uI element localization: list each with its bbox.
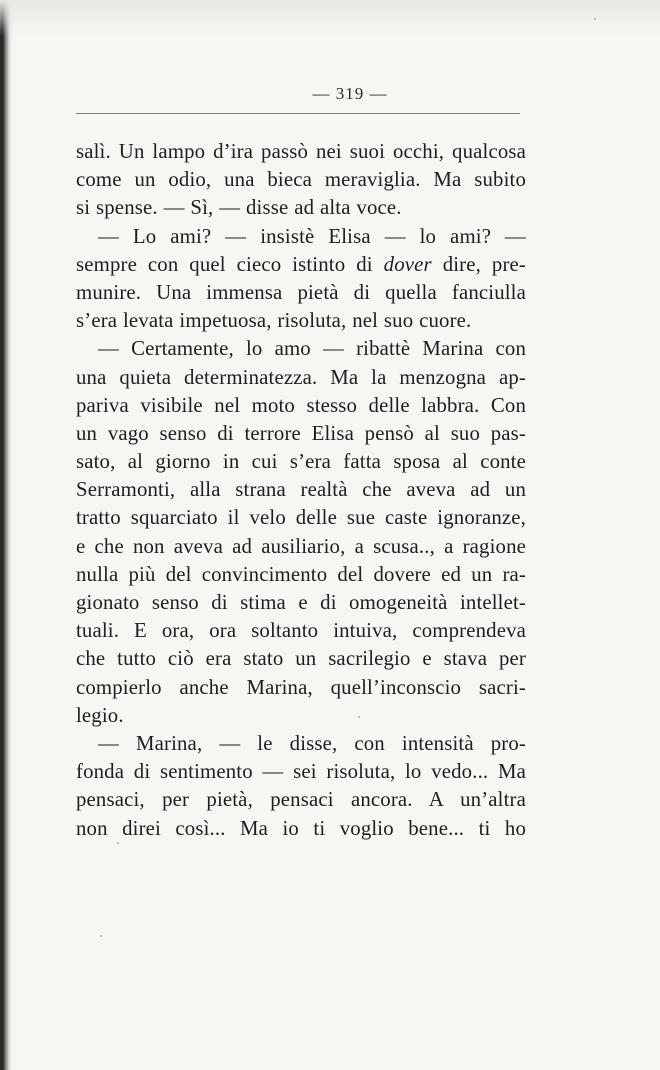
- text-line: una quieta determinatezza. Ma la menzogna ap-: [76, 365, 526, 389]
- text-line: tuali. E ora, ora soltanto intuiva, comprendeva: [76, 619, 526, 643]
- page-binding-edge: [0, 0, 12, 1070]
- text-line: munire. Una immensa pietà di quella fanciulla: [76, 280, 526, 304]
- text-line: — Marina, — le disse, con intensità pro-: [98, 731, 526, 755]
- text-line: nulla più del convincimento del dovere ed un ra-: [76, 562, 526, 586]
- text-line: sato, al giorno in cui s’era fatta sposa al conte: [76, 450, 526, 474]
- text-line: gionato senso di stima e di omogeneità intellet-: [76, 591, 526, 614]
- text-line: si spense. — Sì, — disse ad alta voce.: [76, 196, 402, 220]
- text-line: un vago senso di terrore Elisa pensò al suo pas-: [76, 421, 526, 445]
- text-line: pensaci, per pietà, pensaci ancora. A un’altra: [76, 788, 526, 812]
- text-line: Serramonti, alla strana realtà che aveva ad un: [76, 478, 526, 502]
- emphasized-word: dover: [383, 252, 432, 276]
- text-line: non direi così... Ma io ti voglio bene... ti ho: [76, 816, 526, 840]
- paper-speck: [594, 18, 596, 20]
- text-line: tratto squarciato il velo delle sue caste ignoranze,: [76, 506, 526, 530]
- header-rule: [76, 113, 520, 114]
- text-line: s’era levata impetuosa, risoluta, nel suo cuore.: [76, 309, 472, 333]
- text-line: salì. Un lampo d’ira passò nei suoi occhi, qualcosa: [76, 140, 526, 163]
- paper-speck: [100, 935, 102, 937]
- text-line: compierlo anche Marina, quell’inconscio sacri-: [76, 675, 526, 699]
- text-line: fonda di sentimento — sei risoluta, lo vedo... Ma: [76, 760, 526, 784]
- text-line: — Certamente, lo amo — ribattè Marina con: [98, 337, 526, 361]
- text-line: [76, 251, 526, 279]
- text-line: che tutto ciò era stato un sacrilegio e stava per: [76, 647, 526, 671]
- text-segment: sempre con quel cieco istinto di: [76, 252, 373, 276]
- text-line: — Lo ami? — insistè Elisa — lo ami? —: [98, 224, 526, 248]
- page-number: — 319 —: [312, 84, 388, 103]
- text-line: e che non aveva ad ausiliario, a scusa.., a ragione: [76, 534, 526, 558]
- text-line: pariva visibile nel moto stesso delle labbra. Con: [76, 393, 526, 417]
- text-segment: dire, pre-: [442, 252, 527, 276]
- paper-speck: [358, 716, 360, 718]
- page-top-shadow: [0, 0, 660, 36]
- paper-speck: [117, 842, 119, 844]
- page-header: [0, 84, 660, 104]
- body-text: [76, 138, 526, 843]
- text-line: come un odio, una bieca meraviglia. Ma subito: [76, 168, 526, 192]
- text-line: legio.: [76, 703, 124, 727]
